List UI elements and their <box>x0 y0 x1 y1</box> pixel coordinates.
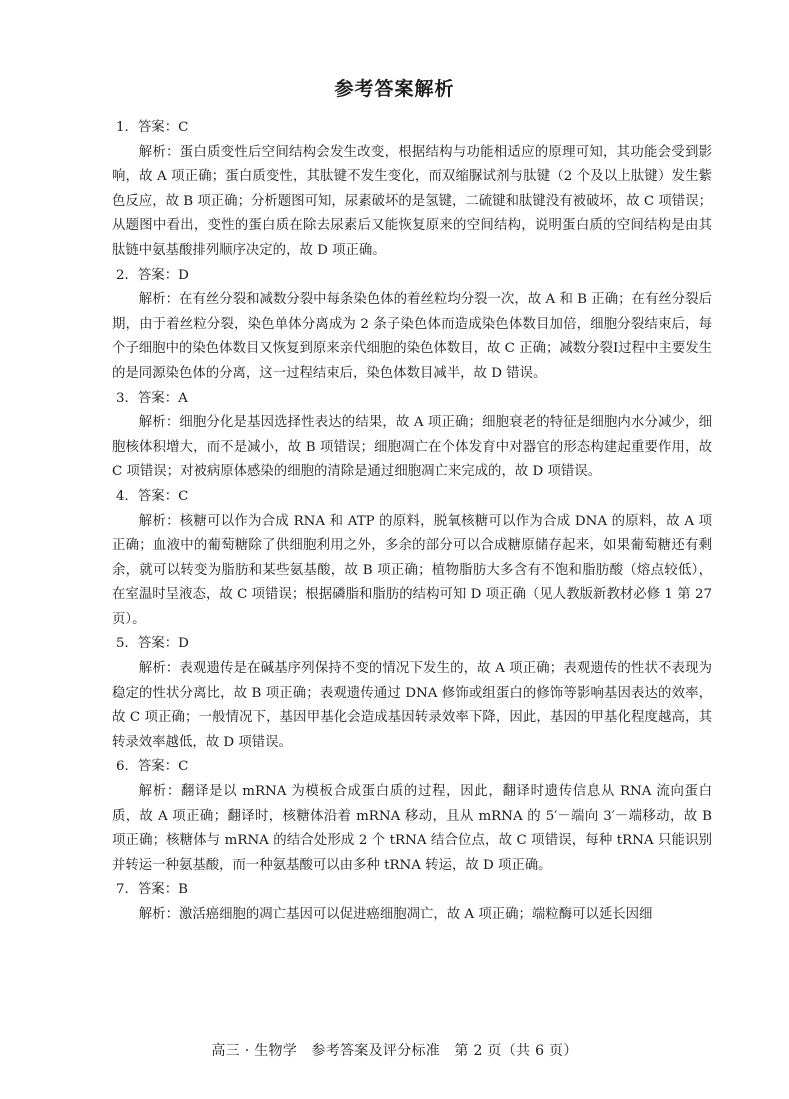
explanation-paragraph: 解析：蛋白质变性后空间结构会发生改变，根据结构与功能相适应的原理可知，其功能会受到影响，故 A 项正确；蛋白质变性，其肽键不发生变化，而双缩脲试剂与肽键（2 个及以上肽键）发生紫色反应，故 B 项正确；分析题图可知，尿素破坏的是氢键，二硫键和肽键没有被破坏，故 C 项错误；从题图中看出，变性的蛋白质在除去尿素后又能恢复原来的空间结构，说明蛋白质的空间结构是由其肽链中氨基酸排列顺序决定的，故 D 项正确。 <box>112 144 712 258</box>
answer-line: 4．答案：C <box>116 488 189 504</box>
answer-item-5 <box>112 632 712 755</box>
explanation-paragraph: 解析：翻译是以 mRNA 为模板合成蛋白质的过程，因此，翻译时遗传信息从 RNA 流向蛋白质，故 A 项正确；翻译时，核糖体沿着 mRNA 移动，且从 mRNA 的 5′－端向 3′－端移动，故 B 项正确；核糖体与 mRNA 的结合处形成 2 个 tRNA 结合位点，故 C 项错误，每种 tRNA 只能识别并转运一种氨基酸，而一种氨基酸可以由多种 tRNA 转运，故 D 项正确。 <box>112 784 712 873</box>
explanation-paragraph: 解析：细胞分化是基因选择性表达的结果，故 A 项正确；细胞衰老的特征是细胞内水分减少，细胞核体积增大，而不是减小，故 B 项错误；细胞凋亡在个体发育中对器官的形态构建起重要作用，故 C 项错误；对被病原体感染的细胞的清除是通过细胞凋亡来完成的，故 D 项错误。 <box>112 415 712 480</box>
answer-item-1 <box>112 116 712 264</box>
answer-line: 7．答案：B <box>116 882 188 898</box>
explanation-paragraph: 解析：核糖可以作为合成 RNA 和 ATP 的原料，脱氧核糖可以作为合成 DNA 的原料，故 A 项正确；血液中的葡萄糖除了供细胞利用之外，多余的部分可以合成糖原储存起来，如果葡萄糖还有剩余，就可以转变为脂肪和某些氨基酸，故 B 项正确；植物脂肪大多含有不饱和脂肪酸（熔点较低），在室温时呈液态，故 C 项错误；根据磷脂和脂肪的结构可知 D 项正确（见人教版新教材必修 1 第 27 页）。 <box>112 513 712 627</box>
explanation-paragraph: 解析：表观遗传是在碱基序列保持不变的情况下发生的，故 A 项正确；表观遗传的性状不表现为稳定的性状分离比，故 B 项正确；表观遗传通过 DNA 修饰或组蛋白的修饰等影响基因表达的效率，故 C 项正确；一般情况下，基因甲基化会造成基因转录效率下降，因此，基因的甲基化程度越高，其转录效率越低，故 D 项错误。 <box>112 661 712 750</box>
page-title: 参考答案解析 <box>334 78 455 100</box>
answer-item-6 <box>112 755 712 878</box>
answer-item-2 <box>112 264 712 387</box>
answer-line: 2．答案：D <box>116 267 189 283</box>
answer-item-3 <box>112 387 712 485</box>
answer-line: 6．答案：C <box>116 759 189 775</box>
answer-item-4 <box>112 485 712 633</box>
answer-list <box>112 116 712 928</box>
answer-line: 1．答案：C <box>116 120 189 135</box>
explanation-paragraph: 解析：在有丝分裂和减数分裂中每条染色体的着丝粒均分裂一次，故 A 和 B 正确；在有丝分裂后期，由于着丝粒分裂，染色单体分离成为 2 条子染色体而造成染色体数目加倍，细胞分裂结束后，每个子细胞中的染色体数目又恢复到原来亲代细胞的染色体数目，故 C 正确；减数分裂Ⅰ过程中主要发生的是同源染色体的分离，这一过程结束后，染色体数目减半，故 D 错误。 <box>112 292 712 381</box>
answer-item-7 <box>112 878 712 927</box>
page-footer: 高三 · 生物学 参考答案及评分标准 第 2 页（共 6 页） <box>211 1043 578 1059</box>
answer-line: 5．答案：D <box>116 636 189 652</box>
explanation-paragraph: 解析：激活癌细胞的凋亡基因可以促进癌细胞凋亡，故 A 项正确；端粒酶可以延长因细 <box>138 907 653 922</box>
answer-line: 3．答案：A <box>116 390 188 406</box>
